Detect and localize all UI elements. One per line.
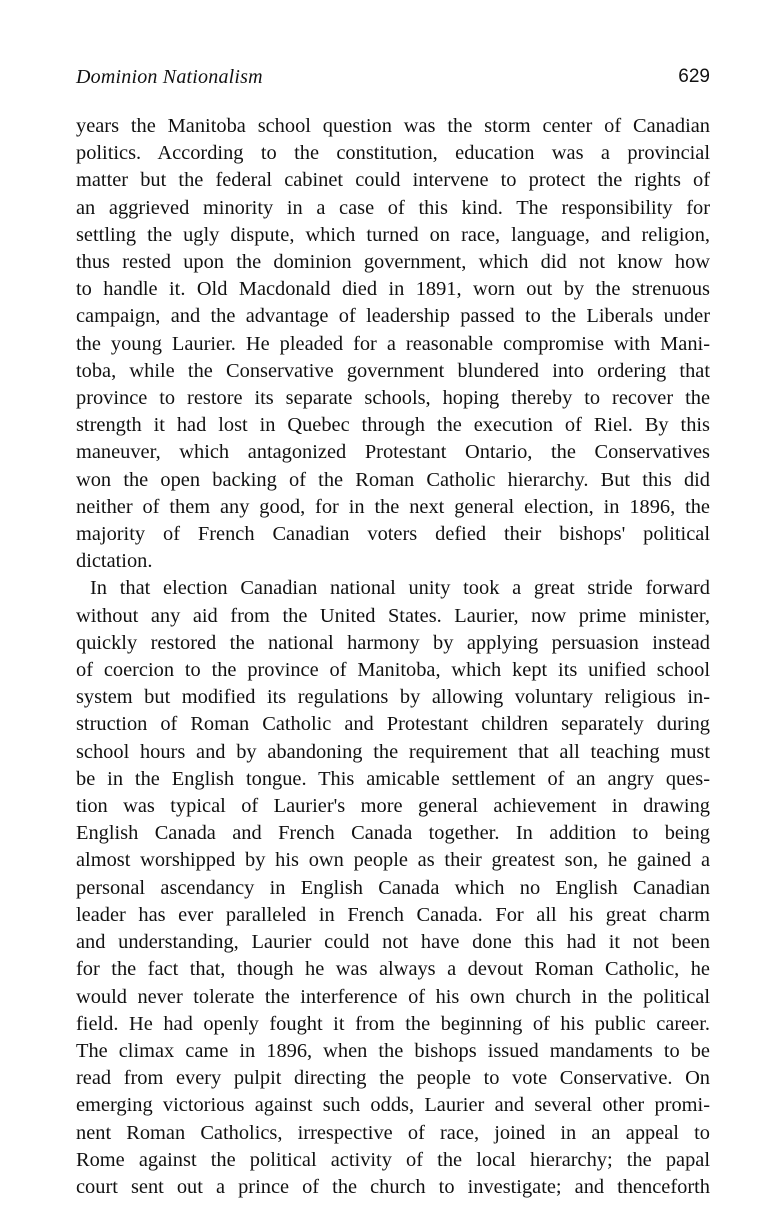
text-line: emerging victorious against such odds, Laurier and several other promi- <box>76 1094 710 1117</box>
text-line: matter but the federal cabinet could intervene to protect the rights of <box>76 169 710 192</box>
book-page <box>76 66 710 1201</box>
running-title: Dominion Nationalism <box>76 66 263 88</box>
text-line: field. He had openly fought it from the beginning of his public career. <box>76 1012 710 1035</box>
text-line: to handle it. Old Macdonald died in 1891, worn out by the strenuous <box>76 278 710 301</box>
page-number: 629 <box>678 66 710 87</box>
text-line: be in the English tongue. This amicable settlement of an angry ques- <box>76 767 710 790</box>
text-line: In that election Canadian national unity took a great stride forward <box>90 577 710 600</box>
text-line: quickly restored the national harmony by applying persuasion instead <box>76 631 710 654</box>
text-line: settling the ugly dispute, which turned on race, language, and religion, <box>76 223 710 246</box>
text-line: leader has ever paralleled in French Canada. For all his great charm <box>76 903 710 926</box>
text-line: toba, while the Conservative government blundered into ordering that <box>76 359 710 382</box>
text-line: province to restore its separate schools, hoping thereby to recover the <box>76 387 710 410</box>
text-line: strength it had lost in Quebec through the execution of Riel. By this <box>76 414 710 437</box>
text-line: an aggrieved minority in a case of this kind. The responsibility for <box>76 196 710 219</box>
text-line: years the Manitoba school question was the storm center of Canadian <box>76 115 710 137</box>
text-line: of coercion to the province of Manitoba, which kept its unified school <box>76 659 710 682</box>
text-line: without any aid from the United States. Laurier, now prime minister, <box>76 604 710 627</box>
text-line: the young Laurier. He pleaded for a reasonable compromise with Mani- <box>76 332 710 355</box>
text-line: personal ascendancy in English Canada which no English Canadian <box>76 876 710 899</box>
text-line: read from every pulpit directing the people to vote Conservative. On <box>76 1067 710 1090</box>
running-head <box>76 66 710 96</box>
text-line: tion was typical of Laurier's more general achievement in drawing <box>76 795 710 818</box>
text-line: nent Roman Catholics, irrespective of race, joined in an appeal to <box>76 1121 710 1144</box>
text-line: would never tolerate the interference of his own church in the political <box>76 985 710 1008</box>
text-line: maneuver, which antagonized Protestant Ontario, the Conservatives <box>76 441 710 464</box>
text-line: English Canada and French Canada together. In addition to being <box>76 822 710 845</box>
text-line: won the open backing of the Roman Catholic hierarchy. But this did <box>76 468 710 491</box>
text-line: The climax came in 1896, when the bishops issued mandaments to be <box>76 1039 710 1062</box>
text-line: Rome against the political activity of the local hierarchy; the papal <box>76 1148 710 1171</box>
text-line: system but modified its regulations by allowing voluntary religious in- <box>76 686 710 709</box>
text-line: struction of Roman Catholic and Protestant children separately during <box>76 713 710 736</box>
text-line: thus rested upon the dominion government, which did not know how <box>76 251 710 274</box>
text-line: campaign, and the advantage of leadership passed to the Liberals under <box>76 305 710 328</box>
body-text <box>76 113 710 1201</box>
text-line: neither of them any good, for in the next general election, in 1896, the <box>76 495 710 518</box>
text-line: almost worshipped by his own people as their greatest son, he gained a <box>76 849 710 872</box>
text-line: majority of French Canadian voters defied their bishops' political <box>76 523 710 546</box>
text-line: politics. According to the constitution, education was a provincial <box>76 142 710 165</box>
text-line: and understanding, Laurier could not have done this had it not been <box>76 931 710 954</box>
text-line: for the fact that, though he was always a devout Roman Catholic, he <box>76 958 710 981</box>
text-line: dictation. <box>76 550 153 573</box>
text-line: court sent out a prince of the church to investigate; and thenceforth <box>76 1175 710 1198</box>
text-line: school hours and by abandoning the requirement that all teaching must <box>76 740 710 763</box>
